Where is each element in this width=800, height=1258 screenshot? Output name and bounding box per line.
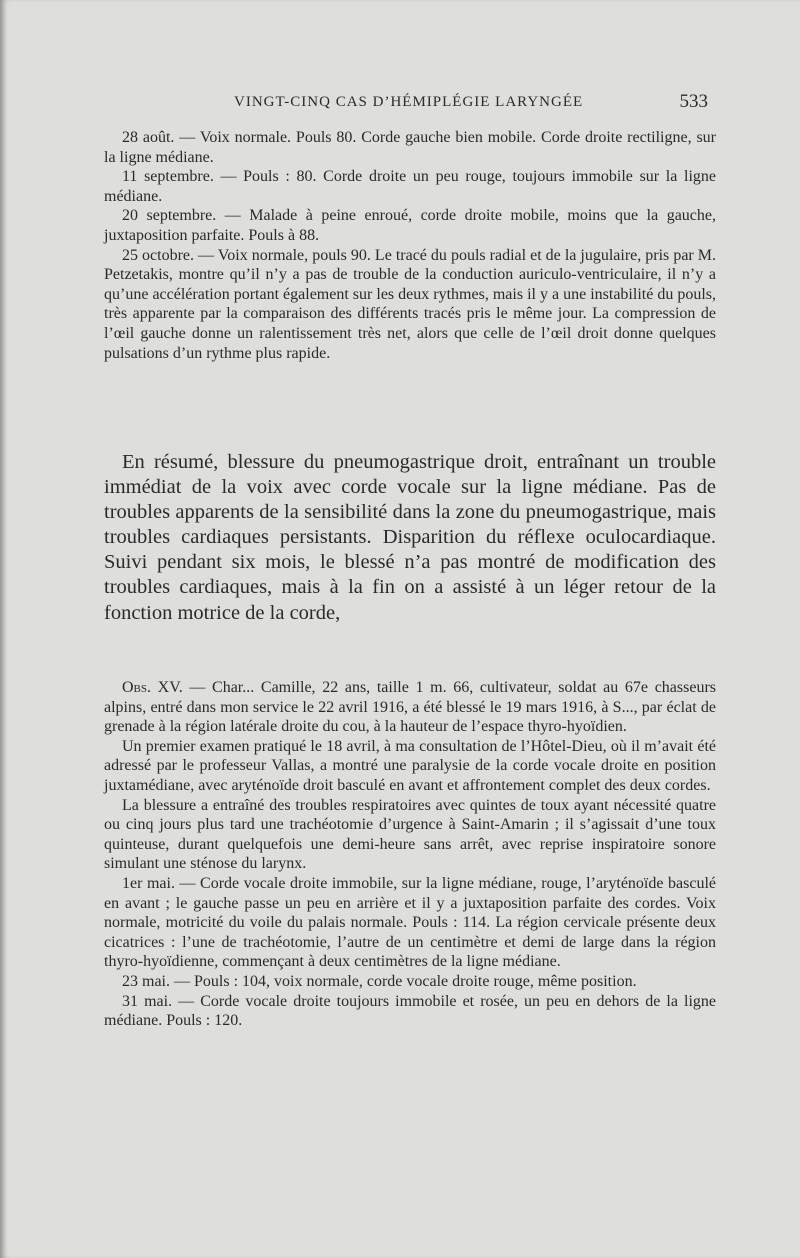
- paragraph: 28 août. — Voix normale. Pouls 80. Corde gauche bien mobile. Corde droite rectiligne, sur la ligne médiane.: [104, 129, 716, 166]
- summary-block: [104, 450, 716, 626]
- case-notes-block: [104, 128, 716, 363]
- observation-label: Obs. XV.: [122, 679, 183, 696]
- observation-text: — Char... Camille, 22 ans, taille 1 m. 66, cultivateur, soldat au 67e chasseurs alpins, entré dans mon service le 22 avril 1916, a été blessé le 19 mars 1916, à S..., par éclat de grenade à la région latérale droite du cou, à la hauteur de l’espace thyro-hyoïdien.: [104, 679, 717, 736]
- running-title: VINGT-CINQ CAS D’HÉMIPLÉGIE LARYNGÉE: [234, 94, 584, 110]
- paragraph: 20 septembre. — Malade à peine enroué, corde droite mobile, moins que la gauche, juxtaposition parfaite. Pouls à 88.: [104, 207, 716, 244]
- observation-block: [104, 678, 716, 1031]
- summary-paragraph: En résumé, blessure du pneumogastrique droit, entraînant un trouble immédiat de la voix avec corde vocale sur la ligne médiane. Pas de troubles apparents de la sensibilité dans la zone du pneumogastrique, mais troubles cardiaques persistants. Disparition du réflexe oculocardiaque. Suivi pendant six mois, le blessé n’a pas montré de modification des troubles cardiaques, mais à la fin on a assisté à un léger retour de la fonction motrice de la corde,: [104, 451, 716, 624]
- paragraph: 1er mai. — Corde vocale droite immobile, sur la ligne médiane, rouge, l’aryténoïde basculé en avant ; le gauche passe un peu en arrière et il y a juxtaposition parfaite des cordes. Voix normale, motricité du voile du palais normale. Pouls : 114. La région cervicale présente deux cicatrices : l’une de trachéotomie, l’autre de un centimètre et demi de large dans la région thyro-hyoïdienne, commençant à deux centimètres de la ligne médiane.: [104, 874, 716, 971]
- paragraph: La blessure a entraîné des troubles respiratoires avec quintes de toux ayant nécessité quatre ou cinq jours plus tard une trachéotomie d’urgence à Saint-Amarin ; il s’agissait d’une toux quinteuse, durant quelquefois une demi-heure sans arrêt, avec reprise inspiratoire sonore simulant une sténose du larynx.: [104, 796, 716, 873]
- paragraph: 23 mai. — Pouls : 104, voix normale, corde vocale droite rouge, même position.: [122, 972, 637, 990]
- observation-heading-paragraph: [104, 678, 716, 737]
- paragraph: 11 septembre. — Pouls : 80. Corde droite un peu rouge, toujours immobile sur la ligne médiane.: [104, 168, 716, 205]
- paragraph: Un premier examen pratiqué le 18 avril, à ma consultation de l’Hôtel-Dieu, où il m’avait été adressé par le professeur Vallas, a montré une paralysie de la corde vocale droite en position juxtamédiane, avec aryténoïde droit basculé en avant et affrontement complet des deux cordes.: [104, 737, 716, 794]
- page-number: 533: [679, 91, 708, 112]
- paragraph: 25 octobre. — Voix normale, pouls 90. Le tracé du pouls radial et de la jugulaire, pris par M. Petzetakis, montre qu’il n’y a pas de trouble de la conduction auriculo-ventriculaire, il n’y a qu’une accélération portant également sur les deux rythmes, mais il y a une instabilité du pouls, très apparente par la comparaison des différents tracés pris le même jour. La compression de l’œil gauche donne un ralentissement très net, alors que celle de l’œil droit donne quelques pulsations d’un rythme plus rapide.: [104, 246, 716, 362]
- paragraph: 31 mai. — Corde vocale droite toujours immobile et rosée, un peu en dehors de la ligne médiane. Pouls : 120.: [104, 992, 716, 1030]
